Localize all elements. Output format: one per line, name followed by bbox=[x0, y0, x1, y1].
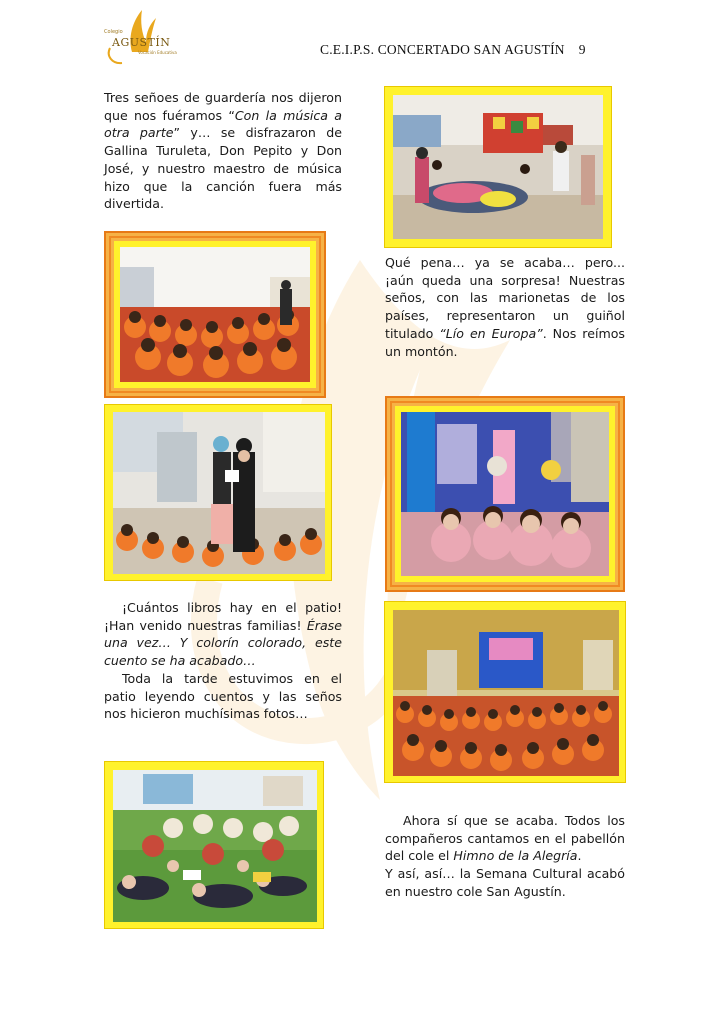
logo-name: AGUSTÍN bbox=[112, 36, 171, 49]
header-title: C.E.I.P.S. CONCERTADO SAN AGUSTÍN bbox=[320, 42, 565, 57]
p1-text-c: ” y… se disfrazaron de Gallina Turuleta, Don Pepito y Don José, y nuestro maestro de música hizo que la canción fuera más divertida. bbox=[104, 125, 342, 212]
p4-text-a: Ahora sí que se acaba. Todos los compañeros cantamos en el pabellón del cole el bbox=[385, 813, 625, 864]
p1-song-title: Con la música a otra parte bbox=[104, 107, 342, 141]
photo-puppet-show-teachers bbox=[401, 412, 609, 576]
photo-frame-performers bbox=[104, 404, 332, 581]
paragraph-anthem bbox=[385, 812, 625, 901]
p1-text-a: Tres señoes de guardería nos dijeron que nos fuéramos “ bbox=[104, 90, 342, 123]
photo-hall-children-seated bbox=[393, 95, 603, 239]
p4-text-c: . bbox=[577, 848, 582, 864]
paragraph-puppets bbox=[385, 254, 625, 360]
paragraph-books bbox=[104, 599, 342, 723]
p3-text-a: ¡Cuántos libros hay en el patio! ¡Han venido nuestras familias! bbox=[104, 600, 342, 633]
logo-small-text: Colegio bbox=[104, 29, 123, 35]
photo-frame-audience bbox=[104, 231, 326, 398]
photo-frame-patio bbox=[104, 761, 324, 929]
paragraph-costumes bbox=[104, 89, 342, 213]
photo-patio-reading bbox=[113, 770, 317, 922]
photo-frame-puppets bbox=[385, 396, 625, 592]
photo-frame-pavilion bbox=[384, 601, 626, 783]
p2-text-c: . Nos reímos un montón. bbox=[385, 325, 625, 359]
p2-text-a: Qué pena… ya se acaba… pero... ¡aún queda una sorpresa! Nuestras seños, con las marionetas de los países, representaron un guiñol titulado bbox=[385, 255, 625, 341]
logo-subtitle: Vocación Educativa bbox=[138, 50, 177, 55]
p4-anthem-title: Himno de la Alegría bbox=[453, 848, 578, 864]
photo-pavilion-audience bbox=[393, 610, 619, 776]
p3-story-phrase: Érase una vez… Y colorín colorado, este cuento se ha acabado… bbox=[104, 617, 342, 669]
page-header bbox=[320, 42, 586, 58]
p2-play-title: “Lío en Europa” bbox=[439, 325, 543, 341]
photo-frame-hall bbox=[384, 86, 612, 248]
page-number: 9 bbox=[578, 42, 586, 57]
photo-costumed-performers bbox=[113, 412, 325, 574]
p4-text-d: Y así, así… la Semana Cultural acabó en nuestro cole San Agustín. bbox=[385, 866, 625, 899]
p3-text-c: Toda la tarde estuvimos en el patio leyendo cuentos y las seños nos hicieron muchísimas fotos… bbox=[104, 670, 342, 722]
photo-children-audience bbox=[120, 247, 310, 382]
